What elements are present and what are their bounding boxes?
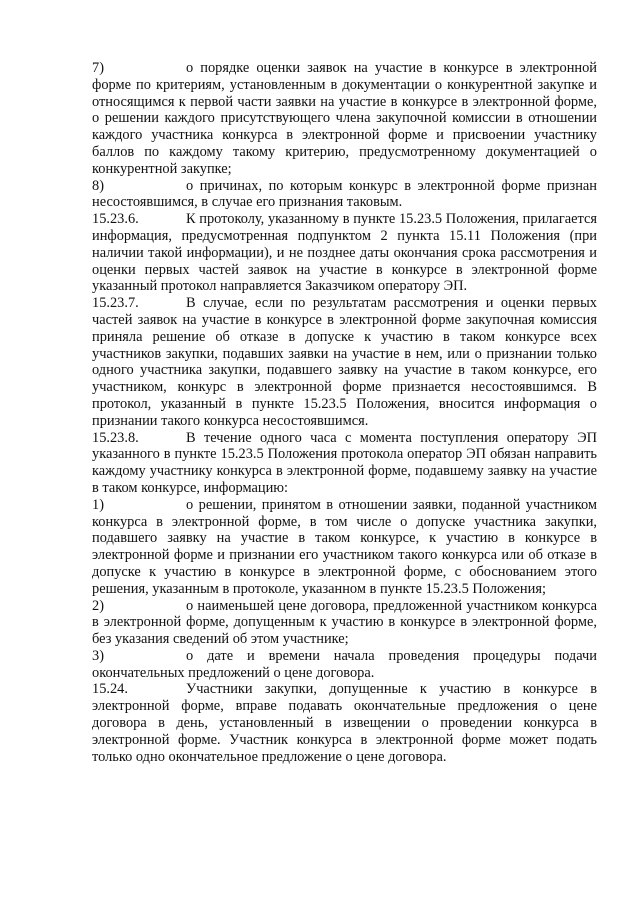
paragraph-1 — [92, 497, 597, 598]
paragraph-text: К протоколу, указанному в пункте 15.23.5 Положения, прилагается информация, предусмотренная подпунктом 2 пункта 15.11 Положения (при наличии такой информации), и не позднее даты окончания срока рассмотрения и оценки первых частей заявок на участие в конкурсе в электронной форме указанный протокол направляется Заказчиком оператору ЭП. — [92, 211, 597, 295]
paragraph-number: 15.23.8. — [92, 429, 139, 446]
paragraph-15-23-8 — [92, 430, 597, 497]
paragraph-number: 15.23.6. — [92, 211, 139, 228]
paragraph-3 — [92, 648, 597, 682]
paragraph-number: 8) — [92, 177, 104, 194]
paragraph-number: 2) — [92, 597, 104, 614]
paragraph-8 — [92, 178, 597, 212]
paragraph-number: 7) — [92, 60, 104, 76]
paragraph-text: В случае, если по результатам рассмотрения и оценки первых частей заявок на участие в конкурсе в электронной форме закупочная комиссия приняла решение об отказе в допуске к участию в таком конкурсе всех участников закупки, подавших заявки на участие в нем, или о признании только одного участника закупки, подавшего заявку на участие в таком конкурсе, его участником, конкурс в электронной форме признается несостоявшимся. В протокол, указанный в пункте 15.23.5 Положения, вносится информация о признании такого конкурса несостоявшимся. — [92, 295, 597, 429]
paragraph-text: Участники закупки, допущенные к участию в конкурсе в электронной форме, вправе подавать окончательные предложения о цене договора в день, установленный в извещении о проведении конкурса в электронной форме. Участник конкурса в электронной форме может подать только одно окончательное предложение о цене договора. — [92, 681, 597, 765]
paragraph-text: о решении, принятом в отношении заявки, поданной участником конкурса в электронной форме, в том числе о допуске участника закупки, подавшего заявку на участие в таком конкурсе, к участию в конкурсе в электронной форме и признании его участником такого конкурса или об отказе в допуске к участию в конкурсе в электронной форме, с обоснованием этого решения, указанным в протоколе, указанном в пункте 15.23.5 Положения; — [92, 496, 597, 597]
paragraph-7 — [92, 60, 597, 178]
paragraph-15-24 — [92, 681, 597, 765]
paragraph-number: 3) — [92, 647, 104, 664]
paragraph-text: В течение одного часа с момента поступления оператору ЭП указанного в пункте 15.23.5 Положения протокола оператор ЭП обязан направить каждому участнику конкурса в электронной форме, подавшему заявку на участие в таком конкурсе, информацию: — [92, 429, 597, 496]
paragraph-text: о причинах, по которым конкурс в электронной форме признан несостоявшимся, в случае его признания таковым. — [92, 177, 597, 211]
document-page — [92, 60, 597, 765]
paragraph-2 — [92, 598, 597, 648]
paragraph-number: 1) — [92, 496, 104, 513]
paragraph-15-23-7 — [92, 295, 597, 429]
paragraph-text: о наименьшей цене договора, предложенной участником конкурса в электронной форме, допущенным к участию в конкурсе в электронной форме, без указания сведений об этом участнике; — [92, 597, 597, 648]
paragraph-text: о дате и времени начала проведения процедуры подачи окончательных предложений о цене договора. — [92, 647, 597, 681]
paragraph-number: 15.24. — [92, 681, 128, 698]
paragraph-15-23-6 — [92, 211, 597, 295]
paragraph-number: 15.23.7. — [92, 295, 139, 312]
paragraph-text: о порядке оценки заявок на участие в конкурсе в электронной форме по критериям, установленным в документации о конкурентной закупке и относящимся к первой части заявки на участие в конкурсе в электронной форме, о решении каждого присутствующего члена закупочной комиссии в отношении каждого участника конкурса в электронной форме и присвоении участнику баллов по каждому такому критерию, предусмотренному документацией о конкурентной закупке; — [92, 60, 597, 177]
